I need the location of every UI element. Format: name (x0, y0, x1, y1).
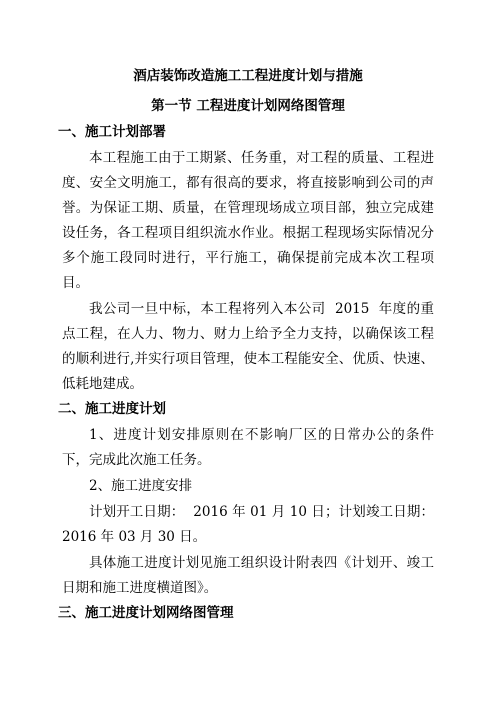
heading-progress-plan: 二、施工进度计划 (58, 401, 166, 417)
paragraph: 2、施工进度安排 (89, 478, 193, 494)
heading-plan-deployment: 一、施工计划部署 (58, 124, 166, 140)
paragraph: 1、进度计划安排原则在不影响厂区的日常办公的条件下，完成此次施工任务。 (62, 427, 434, 468)
paragraph: 计划开工日期： 2016 年 01 月 10 日；计划竣工日期：2016 年 03 月 30 日。 (62, 504, 434, 545)
document-title: 酒店装饰改造施工工程进度计划与措施 (133, 68, 363, 84)
paragraph: 我公司一旦中标，本工程将列入本公司 2015 年度的重点工程，在人力、物力、财力上给予全力支持，以确保该工程的顺利进行,并实行项目管理，使本工程能安全、优质、快速、低耗地建成。 (62, 301, 434, 392)
paragraph: 本工程施工由于工期紧、任务重，对工程的质量、工程进度、安全文明施工，都有很高的要求，将直接影响到公司的声誉。为保证工期、质量，在管理现场成立项目部，独立完成建设任务，各工程项目组织流水作业。根据工程现场实际情况分多个施工段同时进行，平行施工，确保提前完成本次工程项目。 (62, 150, 434, 291)
section-title: 第一节 工程进度计划网络图管理 (151, 98, 345, 114)
heading-network-management: 三、施工进度计划网络图管理 (58, 605, 234, 621)
paragraph: 具体施工进度计划见施工组织设计附表四《计划开、竣工日期和施工进度横道图》。 (62, 555, 434, 596)
